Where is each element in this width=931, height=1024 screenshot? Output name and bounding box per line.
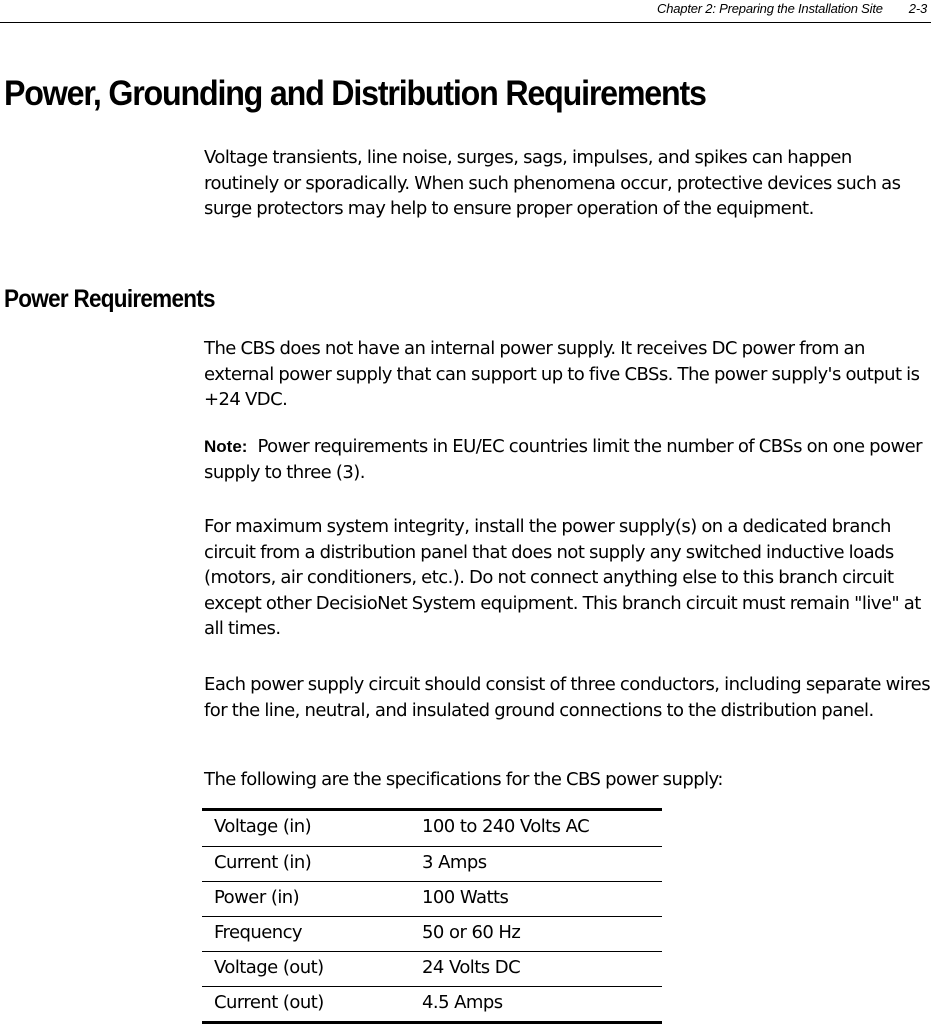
intro-paragraph: Voltage transients, line noise, surges, sags, impulses, and spikes can happen routinely or sporadically. When such phenomena occur, protective devices such as surge protectors may help to ensure proper operation of the equipment. <box>204 147 901 219</box>
page-number: 2-3 <box>908 1 927 16</box>
running-head-text <box>657 1 927 16</box>
note-paragraph <box>204 434 931 485</box>
spec-label: Voltage (in) <box>214 816 312 837</box>
table-row <box>202 811 662 846</box>
spec-value: 100 to 240 Volts AC <box>422 816 590 837</box>
spec-label: Voltage (out) <box>214 957 324 978</box>
spec-value: 24 Volts DC <box>422 957 521 978</box>
spec-value: 3 Amps <box>422 852 487 873</box>
spec-value: 100 Watts <box>422 887 509 908</box>
power-paragraph-3: Each power supply circuit should consist of three conductors, including separate wires for the line, neutral, and insulated ground connections to the distribution panel. <box>204 674 931 721</box>
spec-label: Current (in) <box>214 852 312 873</box>
spec-label: Power (in) <box>214 887 300 908</box>
spec-table <box>202 808 662 1024</box>
spec-value: 4.5 Amps <box>422 992 503 1013</box>
table-row <box>202 881 662 916</box>
table-row <box>202 916 662 951</box>
section-title: Power, Grounding and Distribution Requirements <box>4 74 706 113</box>
table-row <box>202 846 662 881</box>
table-row <box>202 986 662 1021</box>
chapter-title: Chapter 2: Preparing the Installation Site <box>657 1 883 16</box>
spec-label: Current (out) <box>214 992 324 1013</box>
power-paragraph-2: For maximum system integrity, install the power supply(s) on a dedicated branch circuit from a distribution panel that does not supply any switched inductive loads (motors, air conditioners, etc.). Do not connect anything else to this branch circuit except other DecisioNet System equipment. This branch circuit must remain "live" at all times. <box>204 516 921 639</box>
power-paragraph-1: The CBS does not have an internal power supply. It receives DC power from an external power supply that can support up to five CBSs. The power supply's output is +24 VDC. <box>204 338 920 410</box>
subsection-title: Power Requirements <box>4 285 215 313</box>
spec-value: 50 or 60 Hz <box>422 922 521 943</box>
table-row <box>202 951 662 986</box>
note-label: Note: <box>204 437 248 456</box>
spec-label: Frequency <box>214 922 303 943</box>
note-text: Power requirements in EU/EC countries limit the number of CBSs on one power supply to three (3). <box>204 436 923 483</box>
running-header <box>0 0 931 23</box>
power-paragraph-4: The following are the specifications for the CBS power supply: <box>204 769 723 790</box>
